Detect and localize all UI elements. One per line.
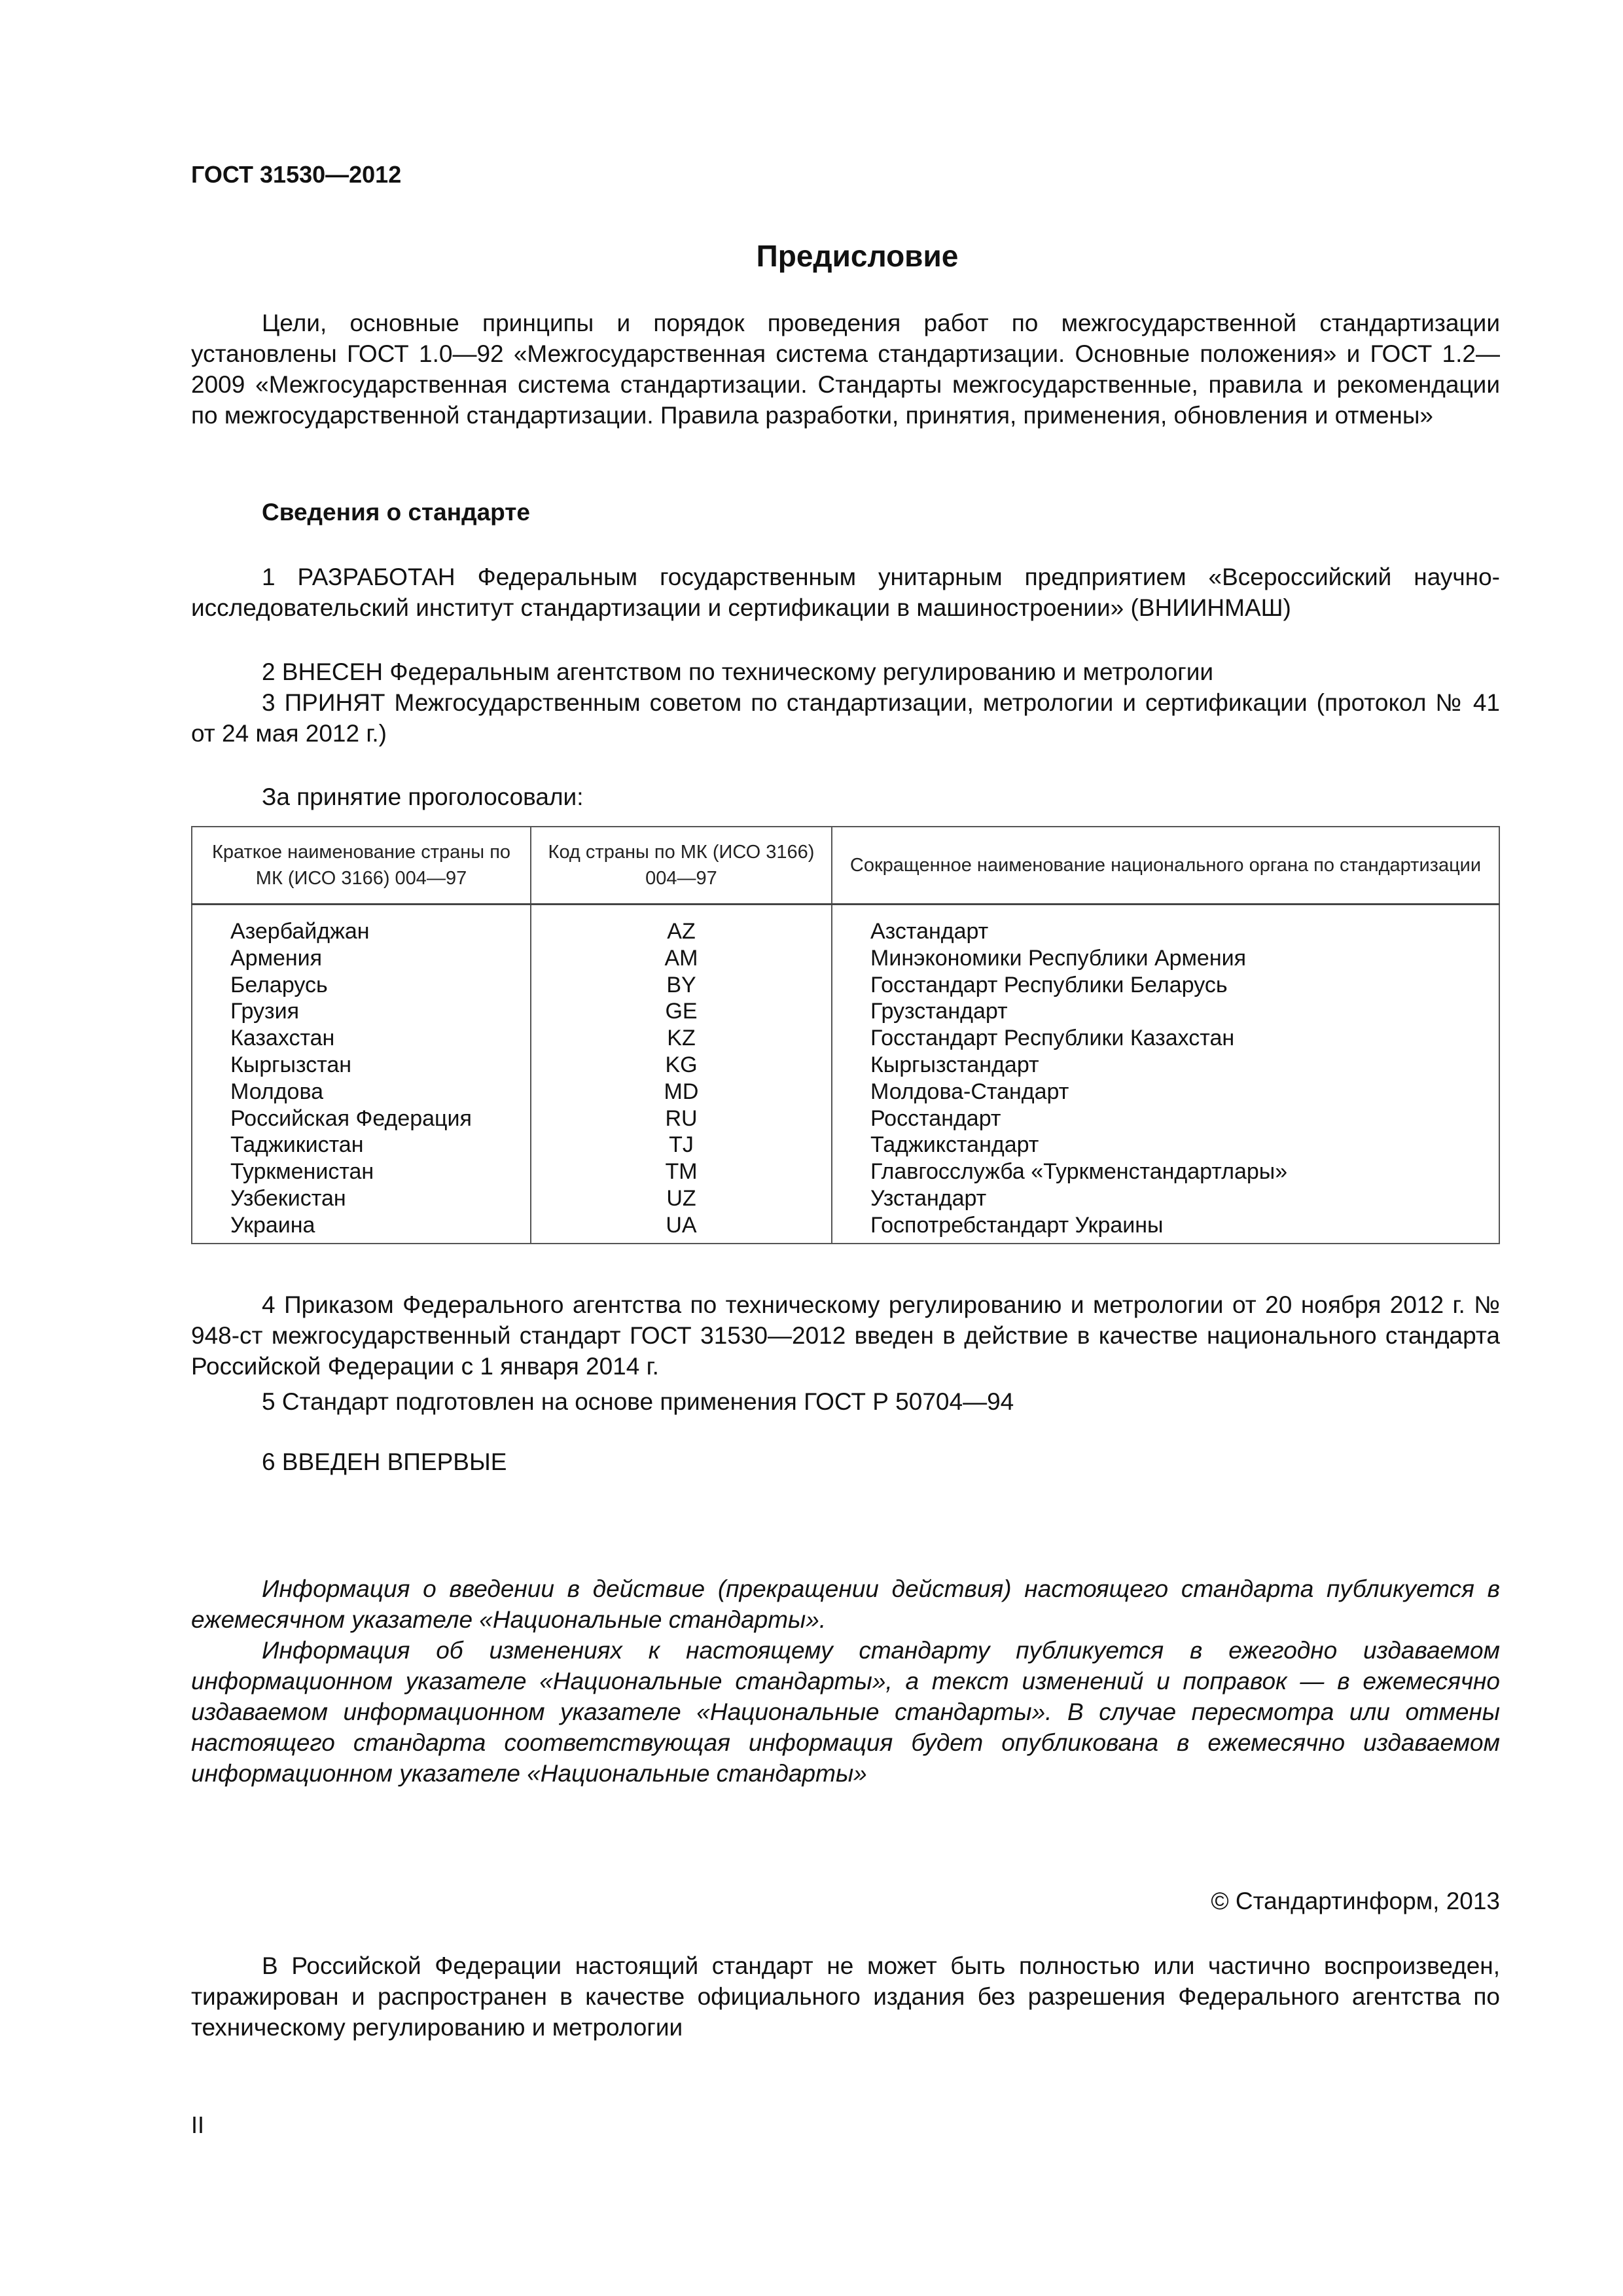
voting-table [191,826,1500,1244]
item-1-developed: 1 РАЗРАБОТАН Федеральным государственным унитарным предприятием «Всероссийский научно-исследовательский институт стандартизации и сертификации в машиностроении» (ВНИИНМАШ) [191,564,1500,621]
country-code: MD [531,1079,832,1105]
country-code: KZ [531,1025,832,1052]
table-row [192,945,1499,972]
table-row [192,905,1499,945]
national-body: Госстандарт Республики Казахстан [832,1025,1499,1052]
intro-paragraph: Цели, основные принципы и порядок проведения работ по межгосударственной стандартизации установлены ГОСТ 1.0—92 «Межгосударственная система стандартизации. Основные положения» и ГОСТ 1.2—2009 «Межгосударственная система стандартизации. Стандарты межгосударственные, правила и рекомендации по межгосударственной стандартизации. Правила разработки, принятия, применения, обновления и отмены» [191,310,1500,429]
item-3-adopted: 3 ПРИНЯТ Межгосударственным советом по стандартизации, метрологии и сертификации (протокол № 41 от 24 мая 2012 г.) [191,689,1500,747]
country-name: Беларусь [192,972,531,999]
national-body: Грузстандарт [832,998,1499,1025]
country-name: Казахстан [192,1025,531,1052]
national-body: Госпотребстандарт Украины [832,1212,1499,1244]
table-row [192,972,1499,999]
country-name: Узбекистан [192,1185,531,1212]
country-name: Молдова [192,1079,531,1105]
table-row [192,1158,1499,1185]
copyright: © Стандартинформ, 2013 [1211,1888,1500,1914]
table-row [192,998,1499,1025]
country-code: UZ [531,1185,832,1212]
country-name: Кыргызстан [192,1052,531,1079]
table-row [192,1212,1499,1244]
national-body: Кыргызстандарт [832,1052,1499,1079]
header-country-code: Код страны по МК (ИСО 3166) 004—97 [531,827,832,905]
country-code: BY [531,972,832,999]
country-code: TM [531,1158,832,1185]
table-row [192,1052,1499,1079]
header-national-body: Сокращенное наименование национального органа по стандартизации [832,827,1499,905]
document-code: ГОСТ 31530—2012 [191,161,402,188]
page-title: Предисловие [756,239,959,273]
country-name: Российская Федерация [192,1105,531,1132]
page-number: II [191,2111,205,2138]
country-code: UA [531,1212,832,1244]
country-code: KG [531,1052,832,1079]
country-name: Украина [192,1212,531,1244]
country-name: Таджикистан [192,1132,531,1158]
table-header-row [192,827,1499,905]
table-row [192,1105,1499,1132]
country-code: AM [531,945,832,972]
info-heading: Сведения о стандарте [262,499,530,526]
country-code: TJ [531,1132,832,1158]
item-5-basis: 5 Стандарт подготовлен на основе применения ГОСТ Р 50704—94 [262,1388,1014,1415]
item-6-first-introduced: 6 ВВЕДЕН ВПЕРВЫЕ [262,1448,507,1475]
notice-introduction: Информация о введении в действие (прекращении действия) настоящего стандарта публикуется в ежемесячном указателе «Национальные стандарты». [191,1575,1500,1633]
country-name: Грузия [192,998,531,1025]
table-row [192,1185,1499,1212]
national-body: Азстандарт [832,905,1499,945]
national-body: Молдова-Стандарт [832,1079,1499,1105]
table-row [192,1132,1499,1158]
notice-changes: Информация об изменениях к настоящему стандарту публикуется в ежегодно издаваемом информационном указателе «Национальные стандарты», а текст изменений и поправок — в ежемесячно издаваемом информационном указателе «Национальные стандарты». В случае пересмотра или отмены настоящего стандарта соответствующая информация будет опубликована в ежемесячно издаваемом информационном указателе «Национальные стандарты» [191,1637,1500,1787]
national-body: Главгосслужба «Туркменстандартлары» [832,1158,1499,1185]
item-4-order: 4 Приказом Федерального агентства по техническому регулированию и метрологии от 20 ноября 2012 г. № 948-ст межгосударственный стандарт ГОСТ 31530—2012 введен в действие в качестве национального стандарта Российской Федерации с 1 января 2014 г. [191,1291,1500,1380]
table-row [192,1079,1499,1105]
country-name: Азербайджан [192,905,531,945]
legal-notice: В Российской Федерации настоящий стандарт не может быть полностью или частично воспроизведен, тиражирован и распространен в качестве официального издания без разрешения Федерального агентства по техническому регулированию и метрологии [191,1952,1500,2041]
national-body: Росстандарт [832,1105,1499,1132]
national-body: Узстандарт [832,1185,1499,1212]
country-name: Туркменистан [192,1158,531,1185]
table-row [192,1025,1499,1052]
header-country-name: Краткое наименование страны по МК (ИСО 3166) 004—97 [192,827,531,905]
country-name: Армения [192,945,531,972]
item-2-submitted: 2 ВНЕСЕН Федеральным агентством по техническому регулированию и метрологии [262,658,1214,685]
voted-label: За принятие проголосовали: [262,783,584,810]
national-body: Минэкономики Республики Армения [832,945,1499,972]
national-body: Таджикстандарт [832,1132,1499,1158]
country-code: RU [531,1105,832,1132]
country-code: AZ [531,905,832,945]
national-body: Госстандарт Республики Беларусь [832,972,1499,999]
country-code: GE [531,998,832,1025]
